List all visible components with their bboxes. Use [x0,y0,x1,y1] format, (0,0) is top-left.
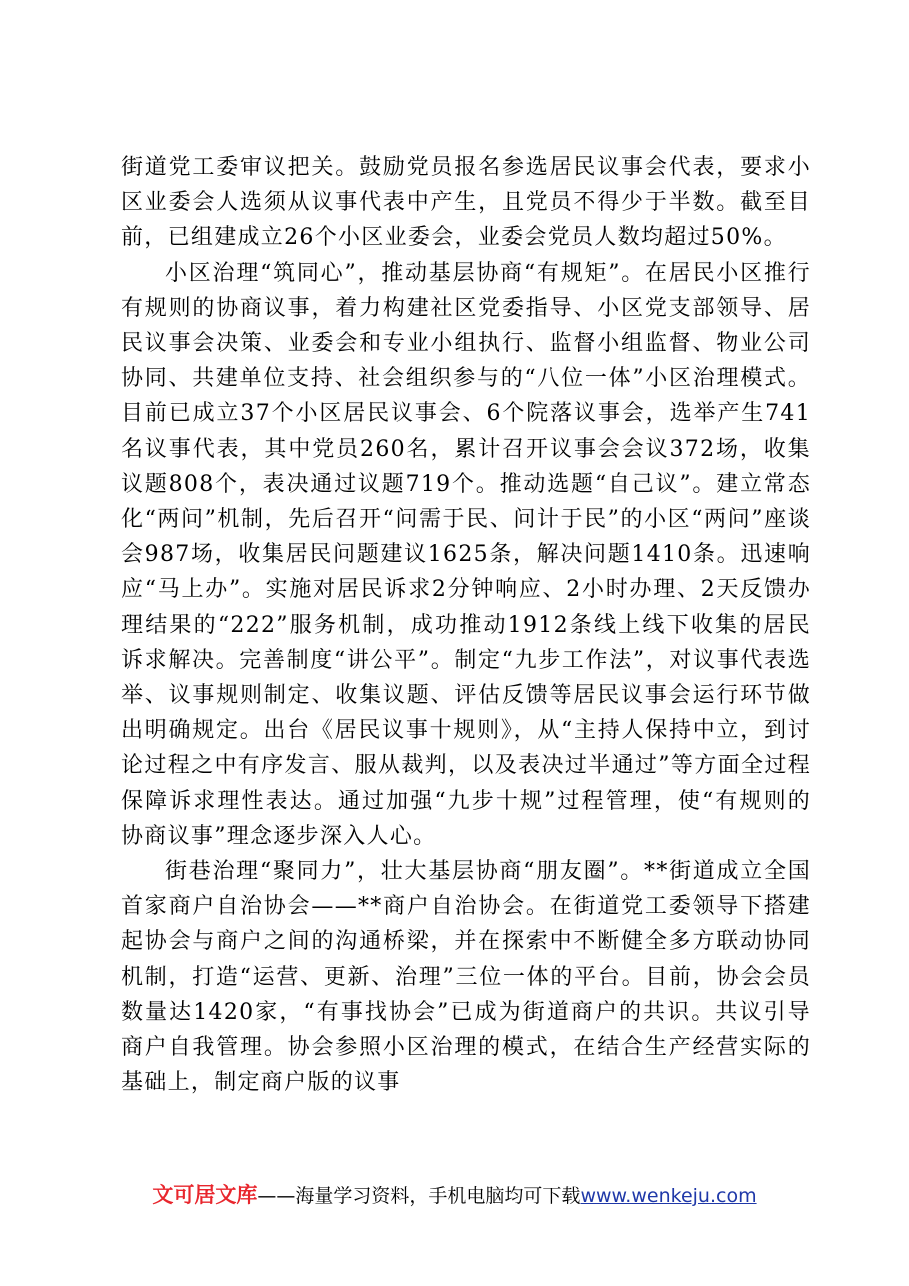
page-footer [0,1182,909,1209]
paragraph-3: 街巷治理“聚同力”，壮大基层协商“朋友圈”。**街道成立全国首家商户自治协会——**商户自治协会。在街道党工委领导下搭建起协会与商户之间的沟通桥梁，并在探索中不断健全多方联动协同机制，打造“运营、更新、治理”三位一体的平台。目前，协会会员数量达1420家，“有事找协会”已成为街道商户的共识。共议引导商户自我管理。协会参照小区治理的模式，在结合生产经营实际的基础上，制定商户版的议事 [121,859,811,1096]
footer-slogan: ——海量学习资料，手机电脑均可下载 [257,1185,581,1207]
paragraph-1: 街道党工委审议把关。鼓励党员报名参选居民议事会代表，要求小区业委会人选须从议事代表中产生，且党员不得少于半数。截至目前，已组建成立26个小区业委会，业委会党员人数均超过50%。 [121,155,811,251]
document-body [121,150,811,1100]
footer-site-link[interactable]: www.wenkeju.com [580,1185,757,1207]
footer-brand: 文可居文库 [152,1183,258,1207]
paragraph-2: 小区治理“筑同心”，推动基层协商“有规矩”。在居民小区推行有规则的协商议事，着力构建社区党委指导、小区党支部领导、居民议事会决策、业委会和专业小组执行、监督小组监督、物业公司协同、共建单位支持、社会组织参与的“八位一体”小区治理模式。目前已成立37个小区居民议事会、6个院落议事会，选举产生741名议事代表，其中党员260名，累计召开议事会会议372场，收集议题808个，表决通过议题719个。推动选题“自己议”。建立常态化“两问”机制，先后召开“问需于民、问计于民”的小区“两问”座谈会987场，收集居民问题建议1625条，解决问题1410条。迅速响应“马上办”。实施对居民诉求2分钟响应、2小时办理、2天反馈办理结果的“222”服务机制，成功推动1912条线上线下收集的居民诉求解决。完善制度“讲公平”。制定“九步工作法”，对议事代表选举、议事规则制定、收集议题、评估反馈等居民议事会运行环节做出明确规定。出台《居民议事十规则》，从“主持人保持中立，到讨论过程之中有序发言、服从裁判，以及表决过半通过”等方面全过程保障诉求理性表达。通过加强“九步十规”过程管理，使“有规则的协商议事”理念逐步深入人心。 [121,260,811,849]
